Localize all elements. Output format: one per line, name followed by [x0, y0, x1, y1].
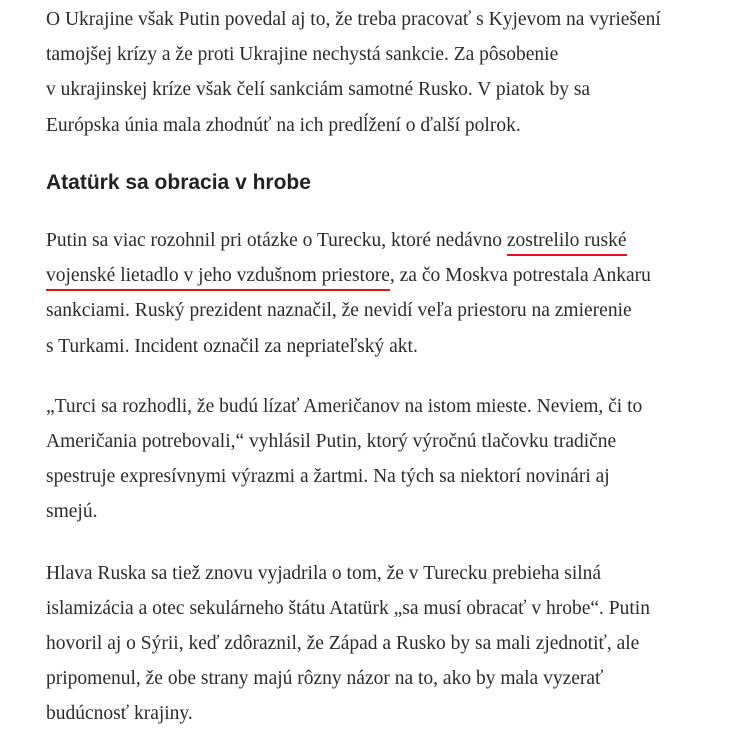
article-link-part-2[interactable]: vojenské lietadlo v jeho vzdušnom priestore	[46, 265, 390, 291]
text-line: O Ukrajine však Putin povedal aj to, že treba pracovať s Kyjevom na vyriešení	[46, 9, 661, 30]
text-line: spestruje expresívnymi výrazmi a žartmi. Na tých sa niektorí novinári aj	[46, 466, 610, 487]
text-line: Hlava Ruska sa tiež znovu vyjadrila o tom, že v Turecku prebieha silná	[46, 563, 602, 584]
text-line: Američania potrebovali,“ vyhlásil Putin, ktorý výročnú tlačovku tradične	[46, 431, 617, 452]
text-segment: Putin sa viac rozohnil pri otázke o Turecku, ktoré nedávno	[46, 230, 507, 251]
text-line	[46, 229, 627, 253]
text-line: s Turkami. Incident označil za nepriateľský akt.	[46, 336, 418, 357]
text-line: pripomenul, že obe strany majú rôzny názor na to, ako by mala vyzerať	[46, 668, 604, 689]
article-link-part-1[interactable]: zostrelilo ruské	[507, 230, 627, 256]
text-line: „Turci sa rozhodli, že budú lízať Američanov na istom mieste. Neviem, či to	[46, 396, 643, 417]
text-line: islamizácia a otec sekulárneho štátu Atatürk „sa musí obracať v hrobe“. Putin	[46, 598, 650, 619]
text-line: sankciami. Ruský prezident naznačil, že nevidí veľa priestoru na zmierenie	[46, 300, 632, 321]
text-line	[46, 264, 651, 288]
text-line: Európska únia mala zhodnúť na ich predĺžení o ďalší polrok.	[46, 115, 521, 136]
text-segment: , za čo Moskva potrestala Ankaru	[389, 265, 651, 286]
text-line: hovoril aj o Sýrii, keď zdôraznil, že Západ a Rusko by sa mali zjednotiť, ale	[46, 633, 640, 654]
text-line: tamojšej krízy a že proti Ukrajine nechystá sankcie. Za pôsobenie	[46, 44, 559, 65]
text-line: smejú.	[46, 501, 98, 522]
section-heading: Atatürk sa obracia v hrobe	[46, 171, 311, 194]
text-line: v ukrajinskej kríze však čelí sankciám samotné Rusko. V piatok by sa	[46, 79, 591, 100]
text-line: budúcnosť krajiny.	[46, 703, 193, 724]
